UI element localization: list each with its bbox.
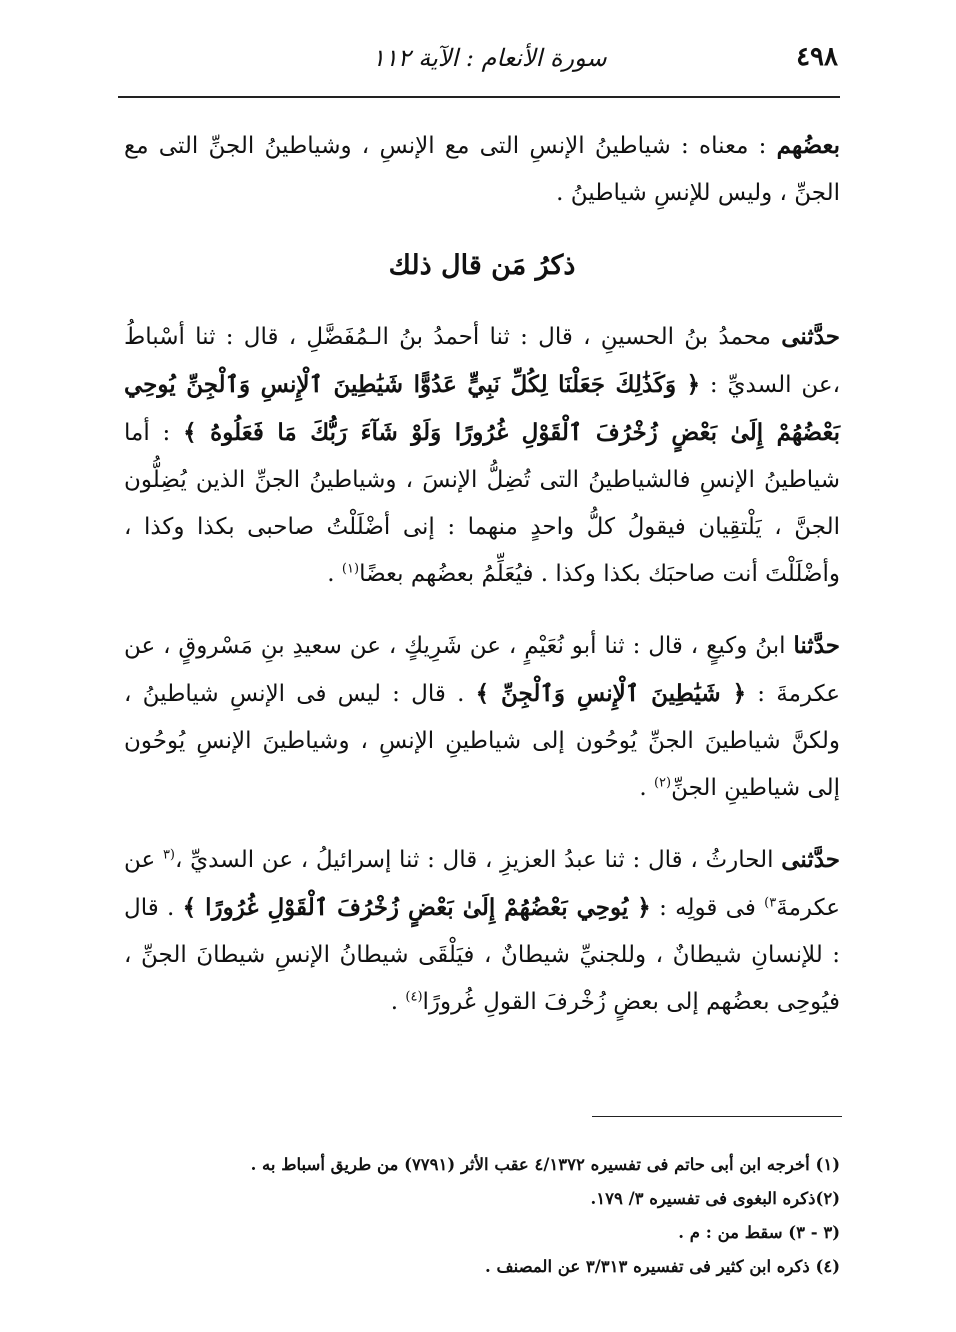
quran-verse: ﴿ شَيَٰطِينَ ٱلْإِنسِ وَٱلْجِنِّ ﴾ (475, 680, 747, 707)
narration-lead: حدَّثنى (781, 323, 841, 350)
narration-lead: حدَّثنا (793, 632, 840, 659)
narration-lead: حدَّثنى (781, 846, 841, 873)
footnote-rule (592, 1116, 842, 1117)
footnotes (220, 1148, 840, 1284)
intro-text: : معناه : شياطينُ الإنسِ التى مع الإنسِ ، وشياطينُ الجنِّ التى مع الجنِّ ، وليس للإنسِ شياطينُ . (124, 133, 840, 206)
footnote-ref: (١) (341, 561, 360, 577)
quran-verse: ﴿ يُوحِي بَعْضُهُمْ إِلَىٰ بَعْضٍ زُخْرُفَ ٱلْقَوْلِ غُرُورًا ﴾ (182, 894, 651, 921)
narration-chain-cont: عن عكرمةَ (124, 847, 841, 921)
narration-chain-cont: فى قولِه : (659, 895, 756, 921)
page-number: ٤٩٨ (796, 42, 838, 72)
narration-paragraph-3 (124, 836, 840, 1026)
footnote-ref: (٢) (653, 775, 672, 791)
intro-lead: بعضُهم (776, 132, 841, 159)
running-title: سورة الأنعام : الآية ١١٢ (372, 44, 607, 72)
narration-text: . قال : ليس فى الإنسِ شياطينُ ، ولكنَّ شياطينَ الجنِّ يُوحُون إلى شياطينِ الإنسِ ، وشياطينَ الإنسِ يُوحُون إلى شياطينِ الجنِّ (124, 681, 840, 801)
sentence-end: . (390, 989, 399, 1015)
quran-verse: ﴿ وَكَذَٰلِكَ جَعَلْنَا لِكُلِّ نَبِيٍّ عَدُوًّا شَيَٰطِينَ ٱلْإِنسِ وَٱلْجِنِّ يُوحِي بَعْضُهُمْ إِلَىٰ بَعْضٍ زُخْرُفَ ٱلْقَوْلِ غُرُورًا وَلَوْ شَآءَ رَبُّكَ مَا فَعَلُوهُ ﴾ (124, 371, 840, 446)
footnote: (٢)ذكره البغوى فى تفسيره ٣/ ١٧٩. (590, 1189, 840, 1208)
sentence-end: . (327, 561, 335, 587)
footnote: (١) أخرجه ابن أبى حاتم فى تفسيره ٤/١٣٧٢ عقب الأثر (٧٧٩١) من طريق أسباط به . (250, 1155, 840, 1174)
narration-text: : أما شياطينُ الإنسِ فالشياطينُ التى تُضِلُّ الإنسَ ، وشياطينُ الجنِّ الذين يُضِلُّون الجنَّ ، يَلْتقِيان فيقولُ كلُّ واحدٍ منهما : إنى أضْلَلْتُ صاحبى بكذا وكذا ، وأضْلَلْتَ أنت صاحبَك بكذا وكذا . فيُعَلِّمُ بعضُهم بعضًا (124, 420, 840, 587)
narration-text: . قال : للإنسانِ شيطانٌ ، وللجنيِّ شيطانٌ ، فيَلْقَى شيطانُ الإنسِ شيطانَ الجنِّ ، فيُوحِى بعضُهم إلى بعضٍ زُخْرفَ القولِ غُرورًا (124, 895, 840, 1015)
main-text (124, 122, 840, 1050)
footnote-ref: (٤) (405, 989, 423, 1005)
footnote-ref: (٣ (162, 847, 175, 863)
header-rule (118, 96, 840, 98)
narration-chain: محمدُ بنُ الحسينِ ، قال : ثنا أحمدُ بنُ الـمُفَضَّلِ ، قال : ثنا أسْباطُ ،عن السديِّ : (124, 324, 840, 398)
intro-paragraph (124, 122, 840, 217)
sentence-end: . (639, 775, 647, 801)
narration-chain: ابنُ وكيعٍ ، قال : ثنا أبو نُعَيْمٍ ، عن شَرِيكٍ ، عن سعيدِ بنِ مَسْروقٍ ، عن عكرمةَ : (124, 633, 841, 707)
footnote: (٤) ذكره ابن كثير فى تفسيره ٣/٣١٣ عن المصنف . (485, 1257, 840, 1276)
narration-chain: الحارثُ ، قال : ثنا عبدُ العزيزِ ، قال : ثنا إسرائيلُ ، عن السديِّ ، (175, 847, 774, 873)
narration-paragraph-1 (124, 313, 840, 598)
footnote-ref: ٣) (764, 895, 777, 911)
section-heading: ذكرُ مَن قال ذلك (388, 250, 576, 281)
footnote: (٣ - ٣) سقط من : م . (678, 1223, 840, 1242)
narration-paragraph-2 (124, 622, 840, 812)
